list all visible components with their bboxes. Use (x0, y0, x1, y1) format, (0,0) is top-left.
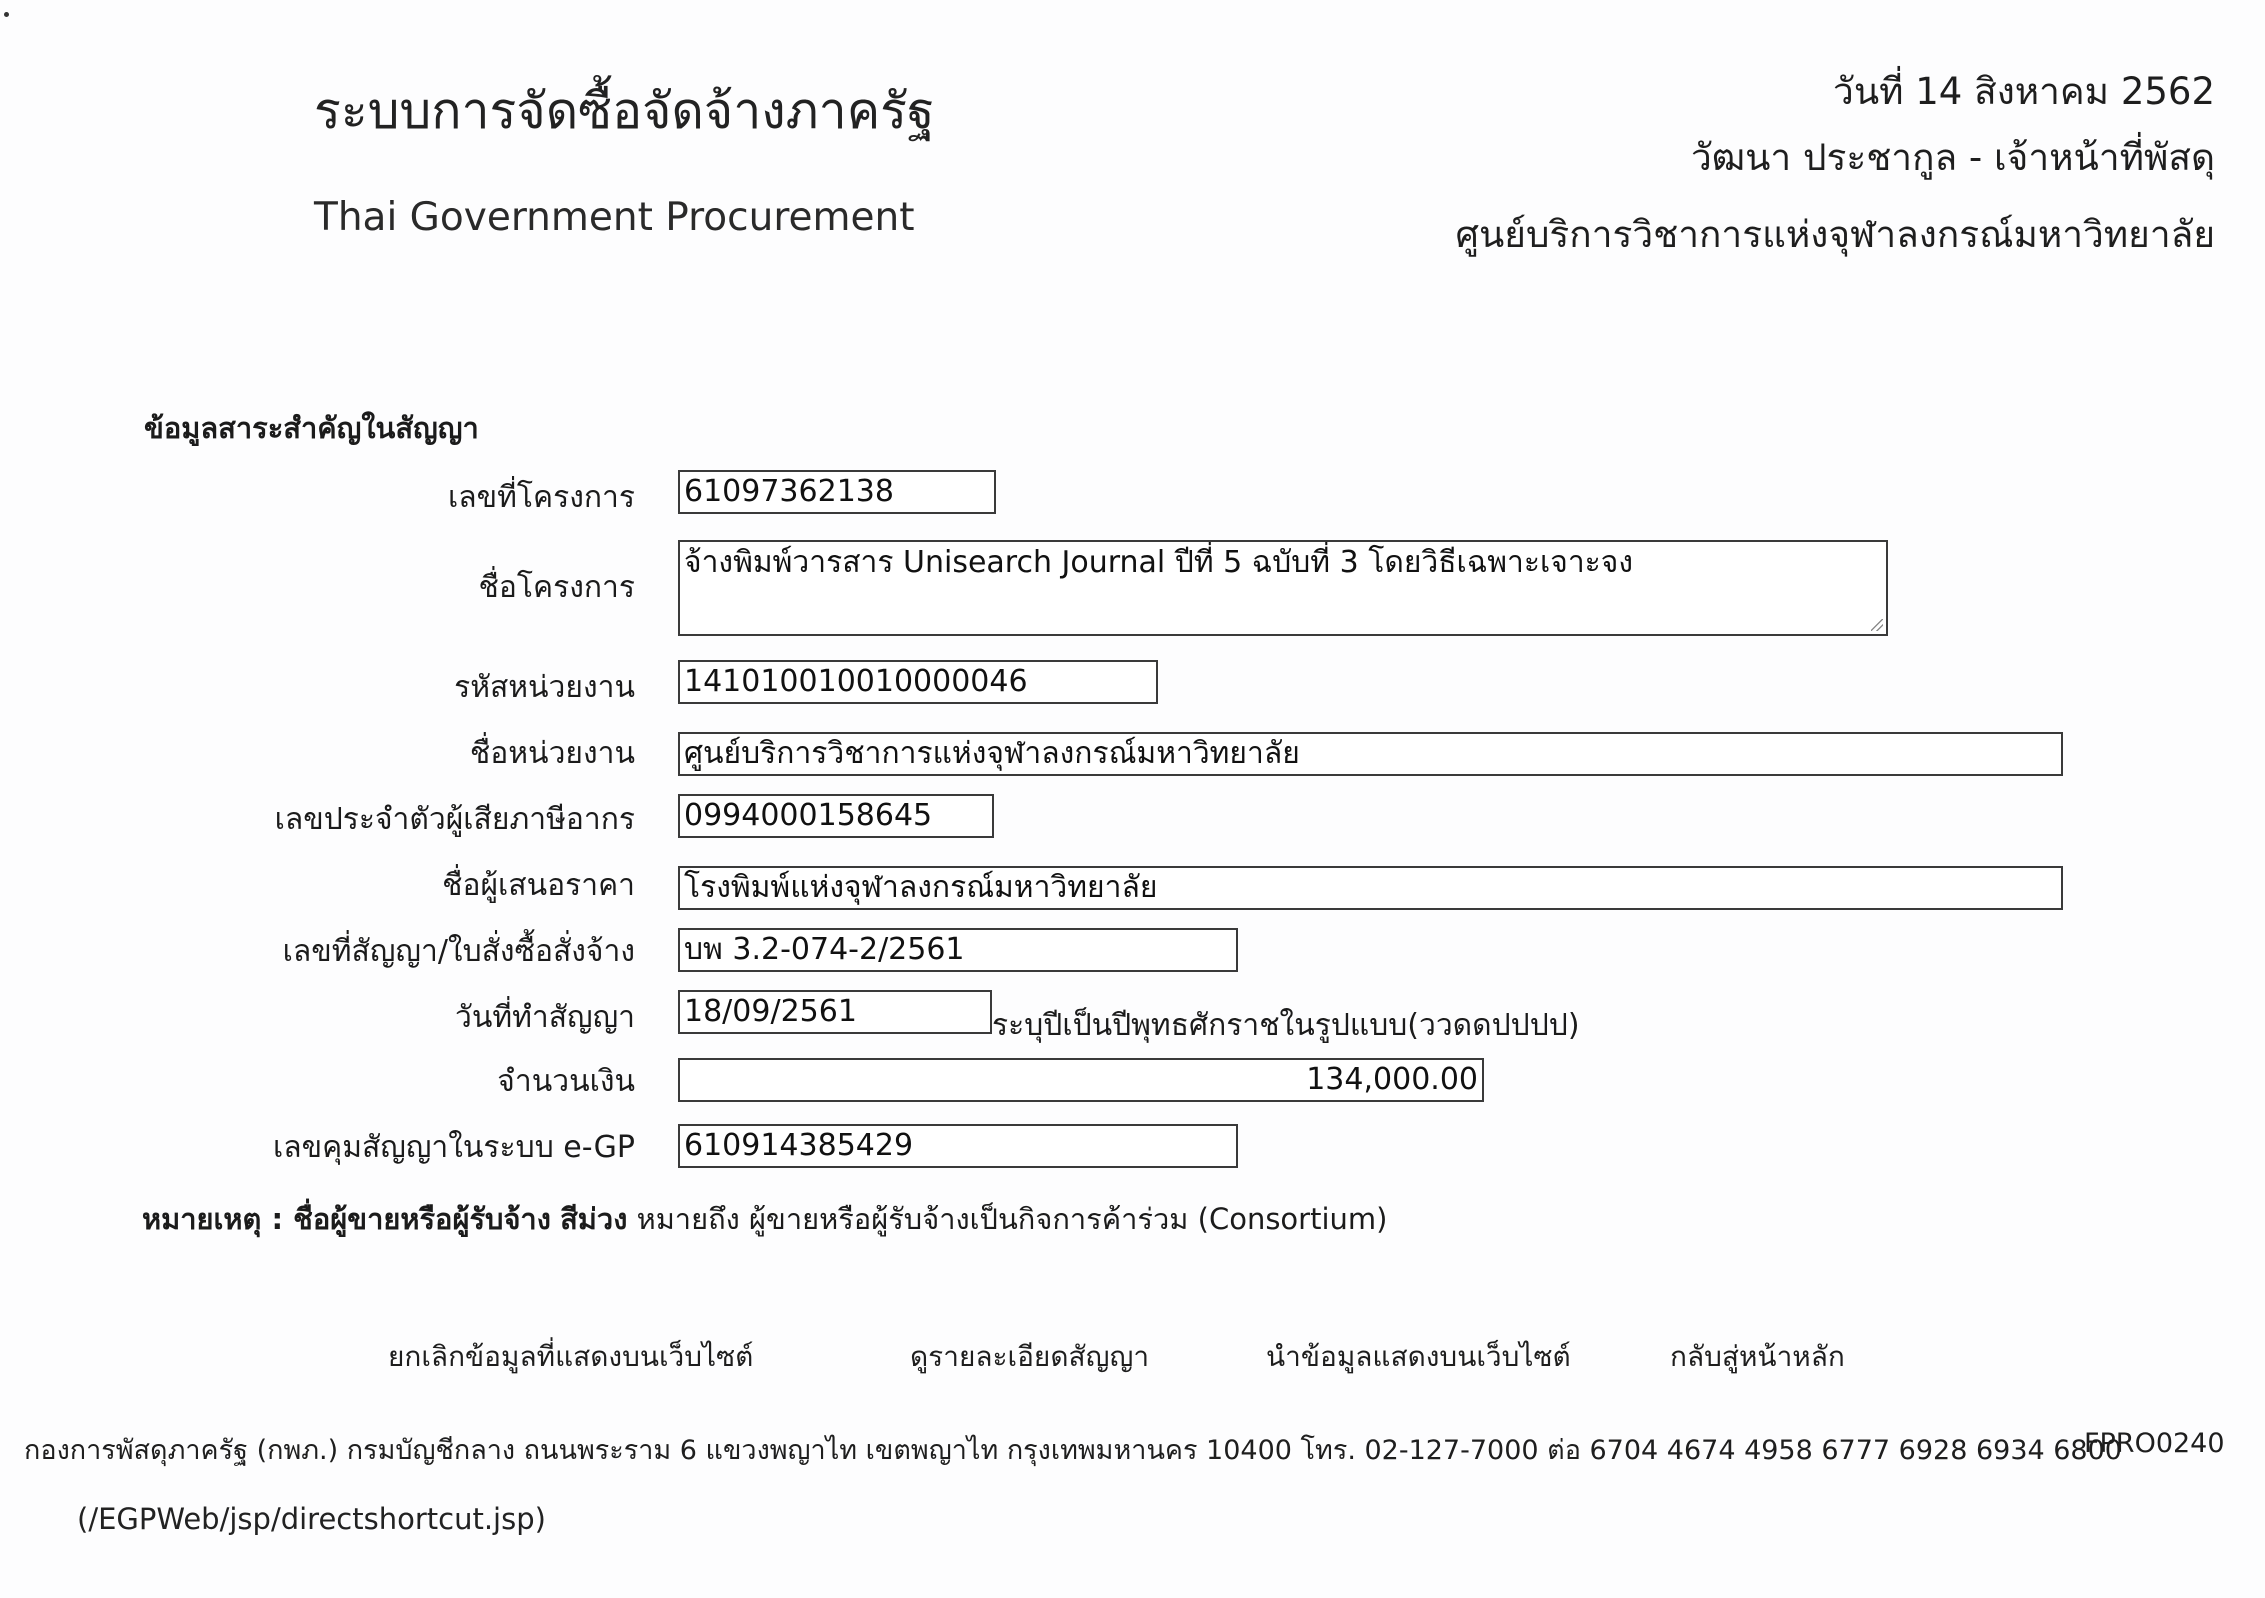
bidder-name-field[interactable]: โรงพิมพ์แห่งจุฬาลงกรณ์มหาวิทยาลัย (678, 866, 2063, 910)
scan-speck (4, 12, 9, 17)
agency-name-label: ชื่อหน่วยงาน (469, 736, 635, 771)
tax-id-field[interactable]: 0994000158645 (678, 794, 994, 838)
egp-no-field[interactable]: 610914385429 (678, 1124, 1238, 1168)
agency-code-label: รหัสหน่วยงาน (454, 670, 635, 705)
consortium-note (142, 1196, 1387, 1242)
system-subtitle: Thai Government Procurement (314, 195, 915, 240)
publish-link[interactable]: นำข้อมูลแสดงบนเว็บไซต์ (1266, 1340, 1571, 1373)
contract-date-field[interactable]: 18/09/2561 (678, 990, 992, 1034)
contract-date-hint: ระบุปีเป็นปีพุทธศักราชในรูปแบบ(ววดดปปปป) (992, 1008, 1580, 1043)
section-title: ข้อมูลสาระสำคัญในสัญญา (144, 411, 479, 445)
home-link[interactable]: กลับสู่หน้าหลัก (1670, 1340, 1845, 1373)
note-prefix: หมายเหตุ : ชื่อผู้ขายหรือผู้รับจ้าง (142, 1202, 551, 1236)
amount-label: จำนวนเงิน (497, 1064, 635, 1099)
header-user: วัฒนา ประชากูล - เจ้าหน้าที่พัสดุ (1690, 136, 2215, 179)
resize-grip-icon[interactable] (1871, 619, 1883, 631)
tax-id-label: เลขประจำตัวผู้เสียภาษีอากร (274, 802, 635, 837)
agency-name-field[interactable]: ศูนย์บริการวิชาการแห่งจุฬาลงกรณ์มหาวิทยาลัย (678, 732, 2063, 776)
note-emphasis: สีม่วง (560, 1202, 628, 1236)
contract-date-label: วันที่ทำสัญญา (454, 1000, 635, 1035)
project-name-text: จ้างพิมพ์วารสาร Unisearch Journal ปีที่ 5 ฉบับที่ 3 โดยวิธีเฉพาะเจาะจง (684, 545, 1633, 580)
contract-no-label: เลขที่สัญญา/ใบสั่งซื้อสั่งจ้าง (282, 934, 635, 969)
project-name-label: ชื่อโครงการ (478, 570, 635, 605)
cancel-display-link[interactable]: ยกเลิกข้อมูลที่แสดงบนเว็บไซต์ (388, 1340, 754, 1373)
project-no-label: เลขที่โครงการ (448, 480, 635, 515)
project-name-textarea[interactable] (678, 540, 1888, 636)
contract-no-field[interactable]: บพ 3.2-074-2/2561 (678, 928, 1238, 972)
footer-address: กองการพัสดุภาครัฐ (กพภ.) กรมบัญชีกลาง ถนนพระราม 6 แขวงพญาไท เขตพญาไท กรุงเทพมหานคร 10400 โทร. 02-127-7000 ต่อ 6704 4674 4958 6777 6928 6934 6800 (24, 1435, 2122, 1466)
agency-code-field[interactable]: 141010010010000046 (678, 660, 1158, 704)
header-org: ศูนย์บริการวิชาการแห่งจุฬาลงกรณ์มหาวิทยาลัย (1455, 213, 2215, 256)
note-suffix: หมายถึง ผู้ขายหรือผู้รับจ้างเป็นกิจการค้าร่วม (Consortium) (636, 1202, 1388, 1236)
project-no-field[interactable]: 61097362138 (678, 470, 996, 514)
page-path: (/EGPWeb/jsp/directshortcut.jsp) (77, 1502, 546, 1536)
view-details-link[interactable]: ดูรายละเอียดสัญญา (910, 1340, 1150, 1373)
footer (24, 1428, 2225, 1471)
footer-code: FPRO0240 (2084, 1428, 2225, 1459)
amount-field[interactable]: 134,000.00 (678, 1058, 1484, 1102)
system-title: ระบบการจัดซื้อจัดจ้างภาครัฐ (314, 82, 935, 140)
header-date: วันที่ 14 สิงหาคม 2562 (1833, 70, 2215, 113)
bidder-name-label: ชื่อผู้เสนอราคา (442, 868, 635, 903)
egp-no-label: เลขคุมสัญญาในระบบ e-GP (273, 1130, 635, 1165)
